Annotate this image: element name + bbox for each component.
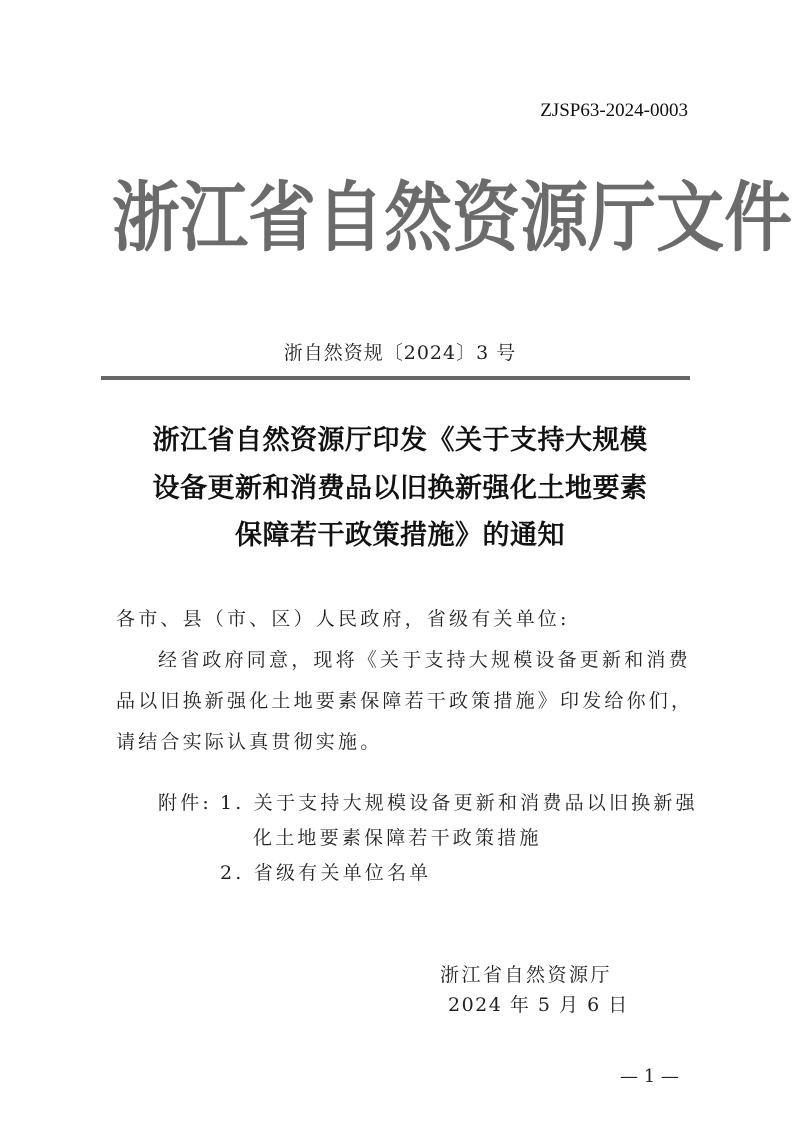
masthead-char: 江 [180,174,249,264]
separator-rule [101,376,690,380]
masthead-title [112,158,793,267]
attachment-item: 2. 省级有关单位名单 [220,862,432,884]
issue-date: 2024 年 5 月 6 日 [448,994,629,1016]
issuer-signature: 浙江省自然资源厅 [440,964,613,986]
masthead-char: 然 [384,174,453,264]
masthead-char: 资 [452,174,521,264]
attachment-item: 1. 关于支持大规模设备更新和消费品以旧换新强 [220,792,698,814]
masthead-char: 文 [656,174,725,264]
masthead-char: 件 [724,174,793,264]
masthead-char: 源 [520,174,589,264]
masthead-char: 自 [316,174,385,264]
body-line: 请结合实际认真贯彻实施。 [116,731,383,753]
title-line: 保障若干政策措施》的通知 [235,520,565,551]
title-line: 浙江省自然资源厅印发《关于支持大规模 [152,425,648,456]
attachment-item-continued: 化土地要素保障若干政策措施 [253,827,542,849]
attachments-label: 附件: [158,792,213,814]
masthead-char: 省 [248,174,317,264]
body-line: 品以旧换新强化土地要素保障若干政策措施》印发给你们， [116,690,694,712]
page-number: — 1 — [620,1066,679,1087]
body-line: 经省政府同意，现将《关于支持大规模设备更新和消费 [158,649,691,671]
document-number: 浙自然资规〔2024〕3 号 [283,342,517,364]
masthead-char: 浙 [112,174,181,264]
masthead-char: 厅 [588,174,657,264]
document-code: ZJSP63-2024-0003 [540,100,688,121]
salutation: 各市、县（市、区）人民政府，省级有关单位: [116,608,570,630]
title-line: 设备更新和消费品以旧换新强化土地要素 [152,473,648,504]
